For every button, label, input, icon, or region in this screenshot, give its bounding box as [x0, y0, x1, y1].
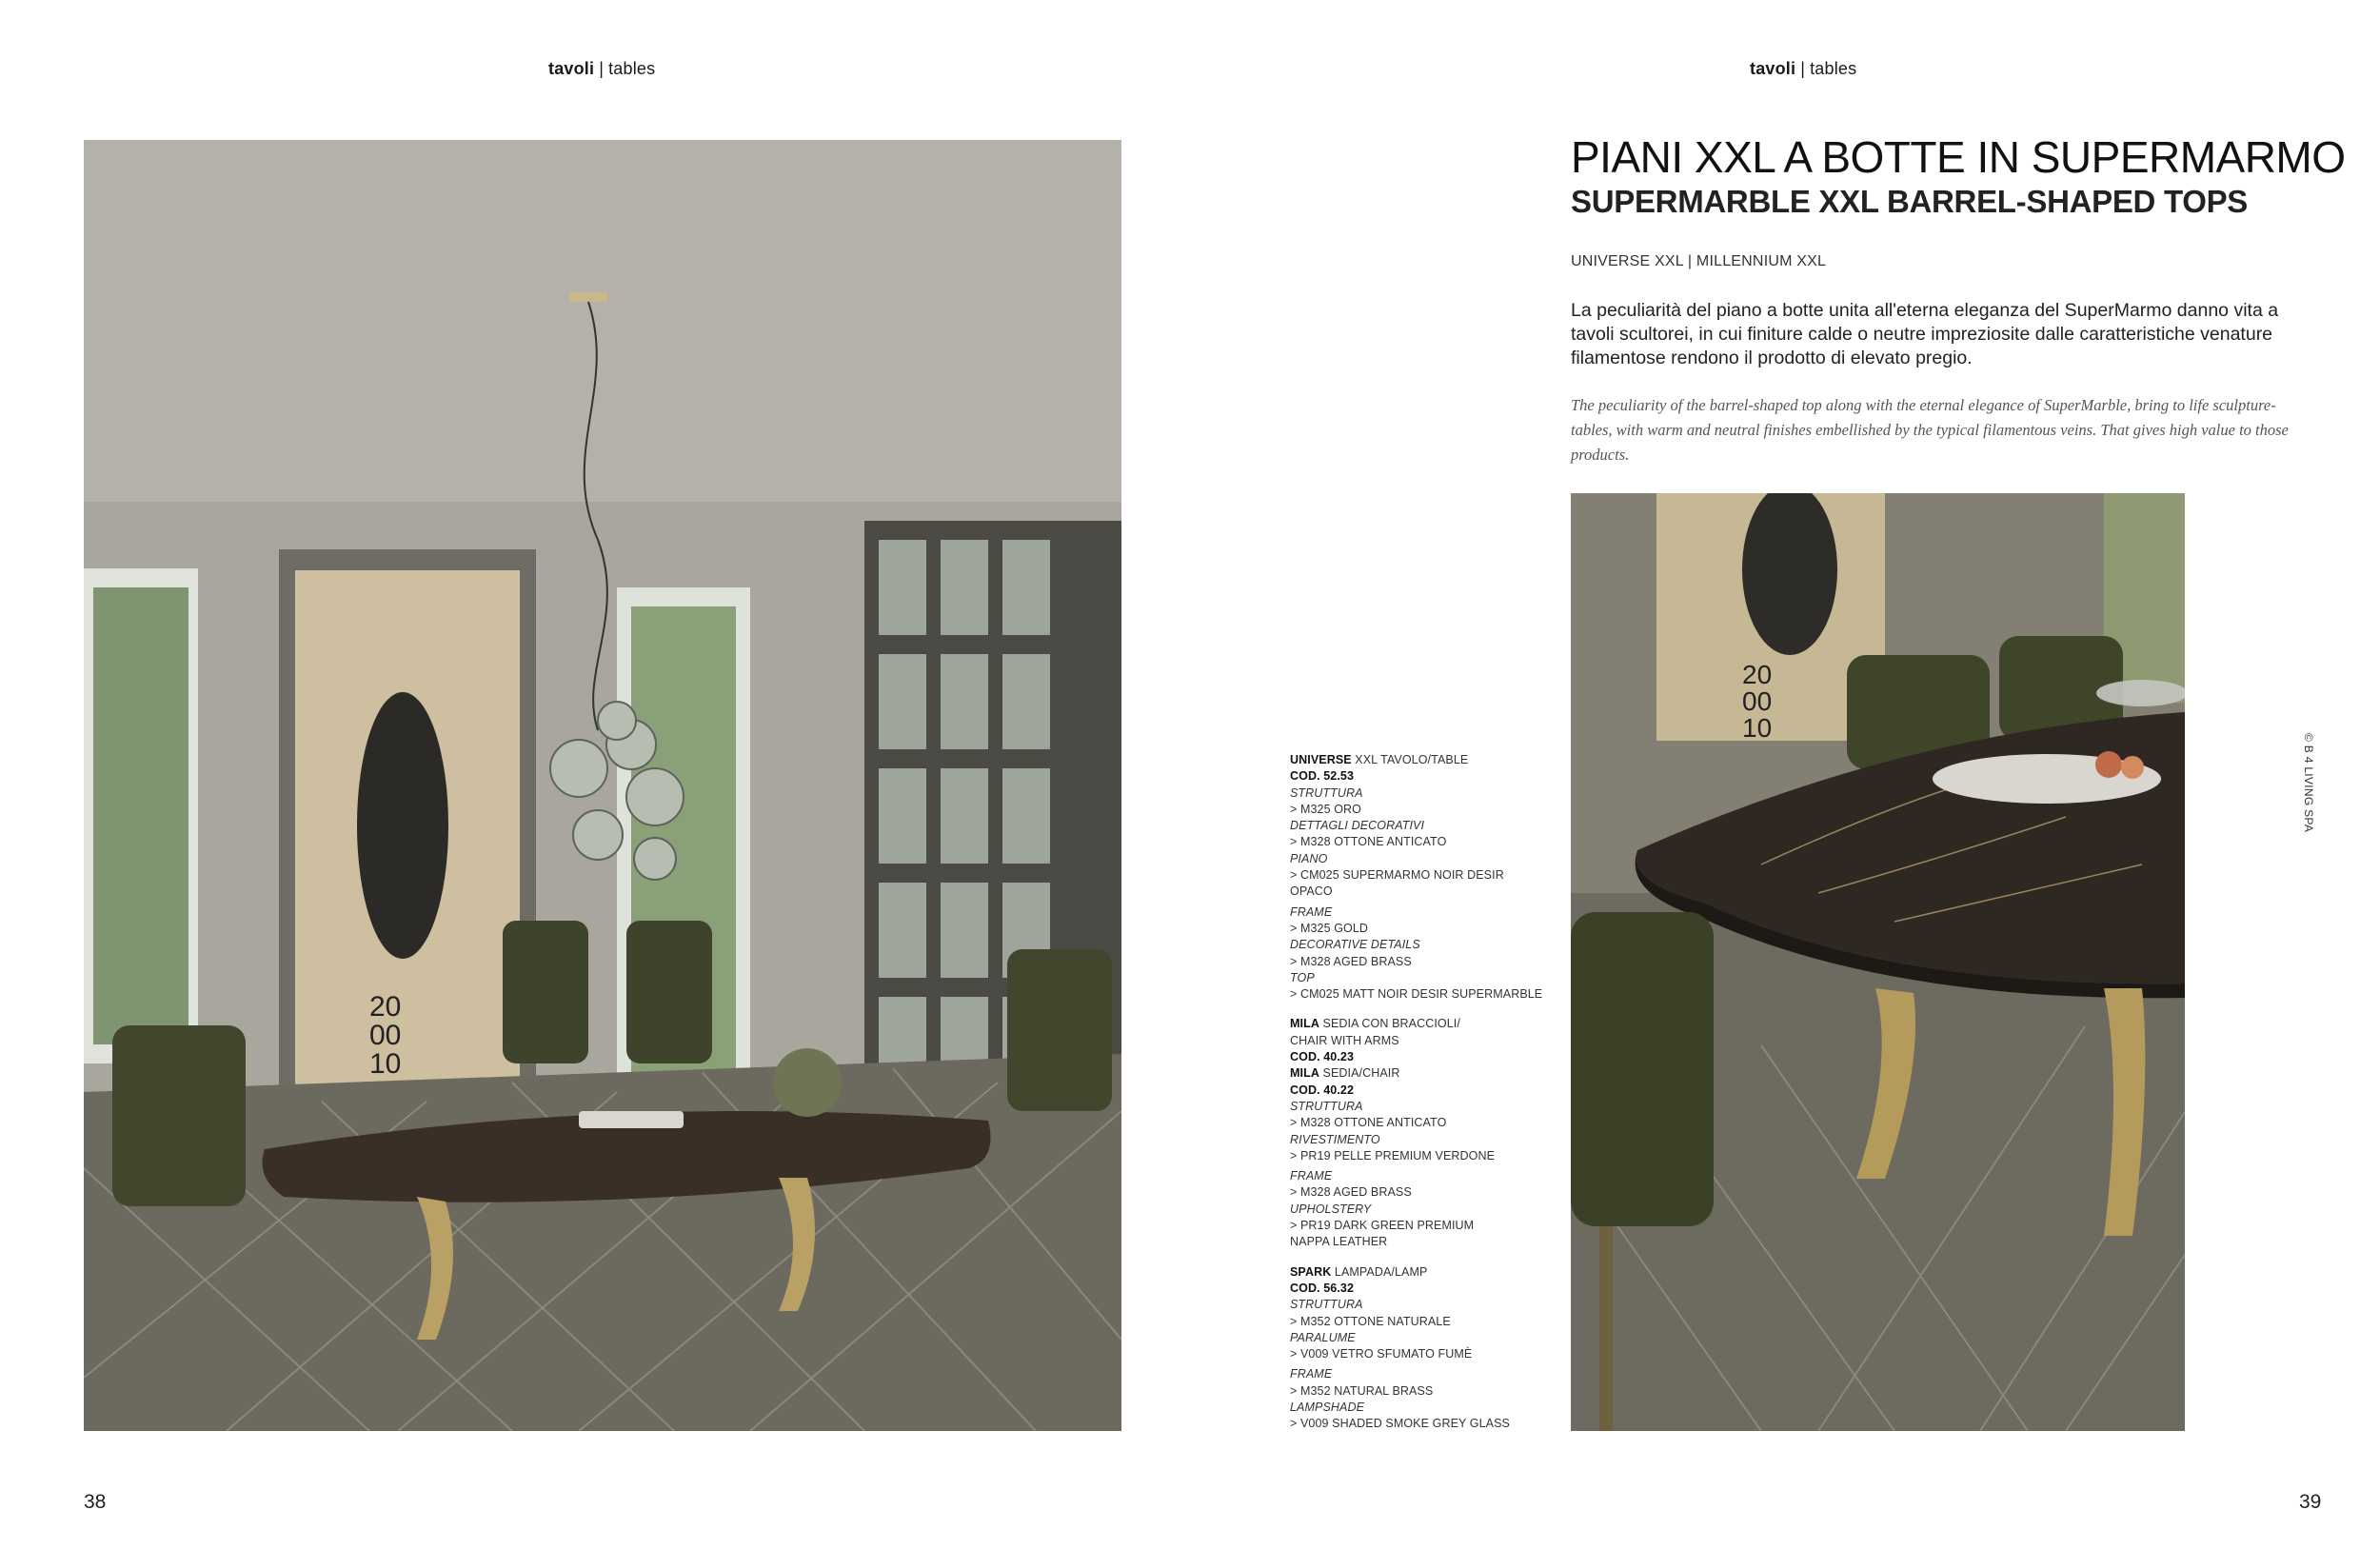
svg-text:00: 00	[1742, 686, 1773, 716]
header-category-en: tables	[608, 59, 656, 78]
page-subtitle: SUPERMARBLE XXL BARREL-SHAPED TOPS	[1571, 184, 2248, 219]
header-category-en: tables	[1810, 59, 1857, 78]
spec-value: > M352 OTTONE NATURALE	[1290, 1314, 1451, 1328]
spec-product-name: MILA	[1290, 1017, 1319, 1031]
description-italian: La peculiarità del piano a botte unita all'eterna eleganza del SuperMarmo danno vita a tavoli scultorei, in cui finiture calde o neutre impreziosite dalle caratteristiche venature filamentose rendono il prodotto di elevato pregio.	[1571, 300, 2279, 368]
spec-product-desc: SEDIA/CHAIR	[1322, 1066, 1400, 1081]
spec-product-code: COD. 52.53	[1290, 769, 1355, 784]
page-number-right: 39	[2299, 1491, 2322, 1513]
spec-value: > M328 OTTONE ANTICATO	[1290, 1116, 1447, 1130]
spec-product-name: SPARK	[1290, 1264, 1332, 1279]
spec-product-code: COD. 40.22	[1290, 1083, 1355, 1097]
spec-label: DETTAGLI DECORATIVI	[1290, 819, 1425, 833]
header-category-it: tavoli	[1750, 59, 1796, 78]
spec-product-desc: XXL TAVOLO/TABLE	[1355, 753, 1469, 766]
spec-value: > M328 OTTONE ANTICATO	[1290, 835, 1447, 849]
spec-product-code: COD. 40.23	[1290, 1050, 1355, 1064]
description-english: The peculiarity of the barrel-shaped top along with the eternal elegance of SuperMarble, bring to life sculpture-tables, with warm and neutral finishes embellished by the typical filamentous veins. That gives high value to those products.	[1571, 396, 2289, 464]
spec-value: > M352 NATURAL BRASS	[1290, 1383, 1434, 1398]
spec-product-desc: LAMPADA/LAMP	[1334, 1264, 1428, 1279]
spec-label: PIANO	[1290, 851, 1328, 865]
spec-value: NAPPA LEATHER	[1290, 1235, 1388, 1249]
page-title: PIANI XXL A BOTTE IN SUPERMARMO	[1571, 132, 2346, 182]
spec-value: > M328 AGED BRASS	[1290, 1185, 1412, 1200]
spec-value: > CM025 MATT NOIR DESIR SUPERMARBLE	[1290, 987, 1543, 1002]
running-header-left	[548, 59, 655, 79]
spec-product-name: MILA	[1290, 1066, 1319, 1081]
model-names: UNIVERSE XXL | MILLENNIUM XXL	[1571, 253, 1827, 269]
dining-room-photo	[84, 140, 1121, 1431]
product-specs	[1290, 752, 1547, 1441]
header-separator: |	[599, 59, 605, 78]
spec-spark	[1290, 1264, 1547, 1433]
spec-label: DECORATIVE DETAILS	[1290, 938, 1420, 952]
spec-value: > M325 GOLD	[1290, 921, 1369, 935]
header-separator: |	[1800, 59, 1806, 78]
spec-product-desc: SEDIA CON BRACCIOLI/	[1322, 1017, 1460, 1031]
spec-label: UPHOLSTERY	[1290, 1202, 1372, 1216]
spec-product-name: UNIVERSE	[1290, 753, 1352, 766]
spec-label: STRUTTURA	[1290, 785, 1363, 800]
spec-label: PARALUME	[1290, 1330, 1356, 1344]
spec-label: STRUTTURA	[1290, 1298, 1363, 1312]
spec-value: > V009 VETRO SFUMATO FUMÈ	[1290, 1347, 1473, 1361]
svg-text:10: 10	[369, 1048, 402, 1080]
svg-text:10: 10	[1742, 713, 1773, 743]
spec-label: STRUTTURA	[1290, 1099, 1363, 1113]
spec-label: RIVESTIMENTO	[1290, 1132, 1380, 1146]
spec-universe	[1290, 752, 1547, 1003]
svg-text:00: 00	[369, 1020, 402, 1051]
table-detail-illustration	[1571, 493, 2185, 1431]
spec-mila	[1290, 1016, 1547, 1250]
spec-label: LAMPSHADE	[1290, 1400, 1365, 1414]
copyright-note: © B 4 LIVING SPA	[2302, 733, 2315, 833]
spec-value: > M325 ORO	[1290, 802, 1361, 816]
spec-value: > V009 SHADED SMOKE GREY GLASS	[1290, 1417, 1510, 1431]
spec-value: > PR19 PELLE PREMIUM VERDONE	[1290, 1148, 1496, 1162]
svg-text:20: 20	[369, 991, 402, 1023]
svg-text:20: 20	[1742, 660, 1773, 689]
spec-label: FRAME	[1290, 904, 1333, 919]
spec-value: > PR19 DARK GREEN PREMIUM	[1290, 1219, 1475, 1233]
dining-room-illustration	[84, 140, 1121, 1431]
spec-value: > CM025 SUPERMARMO NOIR DESIR OPACO	[1290, 868, 1504, 899]
article-heading-block	[1571, 131, 2346, 467]
header-category-it: tavoli	[548, 59, 595, 78]
spec-product-code: COD. 56.32	[1290, 1281, 1355, 1295]
page-number-left: 38	[84, 1491, 107, 1513]
table-detail-photo	[1571, 493, 2185, 1431]
running-header-right	[1750, 59, 1856, 79]
spec-label: FRAME	[1290, 1367, 1333, 1381]
spec-label: FRAME	[1290, 1169, 1333, 1183]
spec-product-desc: CHAIR WITH ARMS	[1290, 1033, 1399, 1047]
spec-value: > M328 AGED BRASS	[1290, 954, 1412, 968]
spec-label: TOP	[1290, 970, 1315, 984]
